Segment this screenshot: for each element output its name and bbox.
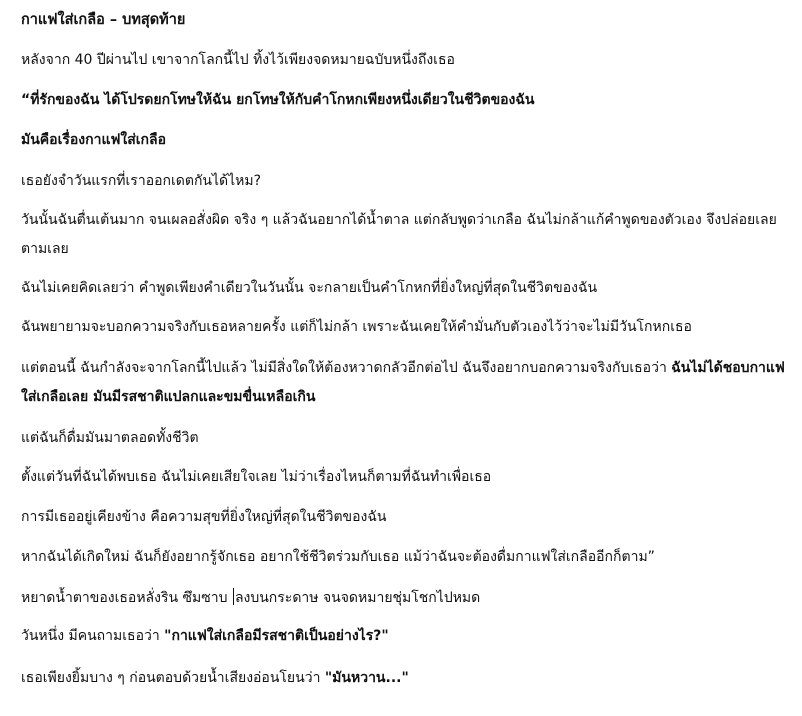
document-title: กาแฟใส่เกลือ – บทสุดท้าย (21, 12, 186, 28)
paragraph-with-caret[interactable] (21, 584, 791, 613)
paragraph: หลังจาก 40 ปีผ่านไป เขาจากโลกนี้ไป ทิ้งไว้เพียงจดหมายฉบับหนึ่งถึงเธอ (21, 52, 455, 68)
paragraph-mixed (21, 622, 791, 651)
paragraph: แต่ฉันก็ดื่มมันมาตลอดทั้งชีวิต (21, 430, 199, 446)
text-run: หยาดน้ำตาของเธอหลั่งริน ซึมซาบ (21, 590, 232, 606)
text-run-bold: "กาแฟใส่เกลือมีรสชาติเป็นอย่างไร?" (164, 628, 389, 644)
text-run: แต่ตอนนี้ ฉันกำลังจะจากโลกนี้ไปแล้ว ไม่มีสิ่งใดให้ต้องหวาดกลัวอีกต่อไป ฉันจึงอยากบอกความจริงกับเธอว่า (21, 360, 672, 376)
text-run-bold: ฉันไม่ได้ชอบกาแฟใส่เกลือเลย มันมีรสชาติแปลกและขมขื่นเหลือเกิน (21, 360, 785, 405)
paragraph-bold: “ที่รักของฉัน ได้โปรดยกโทษให้ฉัน ยกโทษให้กับคำโกหกเพียงหนึ่งเดียวในชีวิตของฉัน (21, 92, 535, 108)
paragraph: ฉันพยายามจะบอกความจริงกับเธอหลายครั้ง แต่ก็ไม่กล้า เพราะฉันเคยให้คำมั่นกับตัวเองไว้ว่าจะไม่มีวันโกหกเธอ (21, 319, 692, 335)
paragraph: การมีเธออยู่เคียงข้าง คือความสุขที่ยิ่งใหญ่ที่สุดในชีวิตของฉัน (21, 509, 387, 525)
paragraph-mixed (21, 354, 791, 412)
text-run: เธอเพียงยิ้มบาง ๆ ก่อนตอบด้วยน้ำเสียงอ่อนโยนว่า (21, 670, 325, 686)
paragraph: ตั้งแต่วันที่ฉันได้พบเธอ ฉันไม่เคยเสียใจเลย ไม่ว่าเรื่องไหนก็ตามที่ฉันทำเพื่อเธอ (21, 469, 492, 485)
paragraph: วันนั้นฉันตื่นเต้นมาก จนเผลอสั่งผิด จริง ๆ แล้วฉันอยากได้น้ำตาล แต่กลับพูดว่าเกลือ ฉันไม่กล้าแก้คำพูดของตัวเอง จึงปล่อยเลยตามเลย (21, 212, 777, 257)
text-run-bold: "มันหวาน..." (324, 670, 409, 686)
text-run: วันหนึ่ง มีคนถามเธอว่า (21, 628, 165, 644)
paragraph-mixed (21, 664, 791, 693)
text-run: ลงบนกระดาษ จนจดหมายชุ่มโชกไปหมด (234, 590, 481, 606)
paragraph: หากฉันได้เกิดใหม่ ฉันก็ยังอยากรู้จักเธอ อยากใช้ชีวิตร่วมกับเธอ แม้ว่าฉันจะต้องดื่มกาแฟใส่เกลืออีกก็ตาม” (21, 549, 655, 565)
text-cursor (233, 588, 234, 605)
paragraph: ฉันไม่เคยคิดเลยว่า คำพูดเพียงคำเดียวในวันนั้น จะกลายเป็นคำโกหกที่ยิ่งใหญ่ที่สุดในชีวิตของฉัน (21, 280, 598, 296)
paragraph: เธอยังจำวันแรกที่เราออกเดตกันได้ไหม? (21, 173, 262, 189)
paragraph-bold: มันคือเรื่องกาแฟใส่เกลือ (21, 132, 167, 148)
